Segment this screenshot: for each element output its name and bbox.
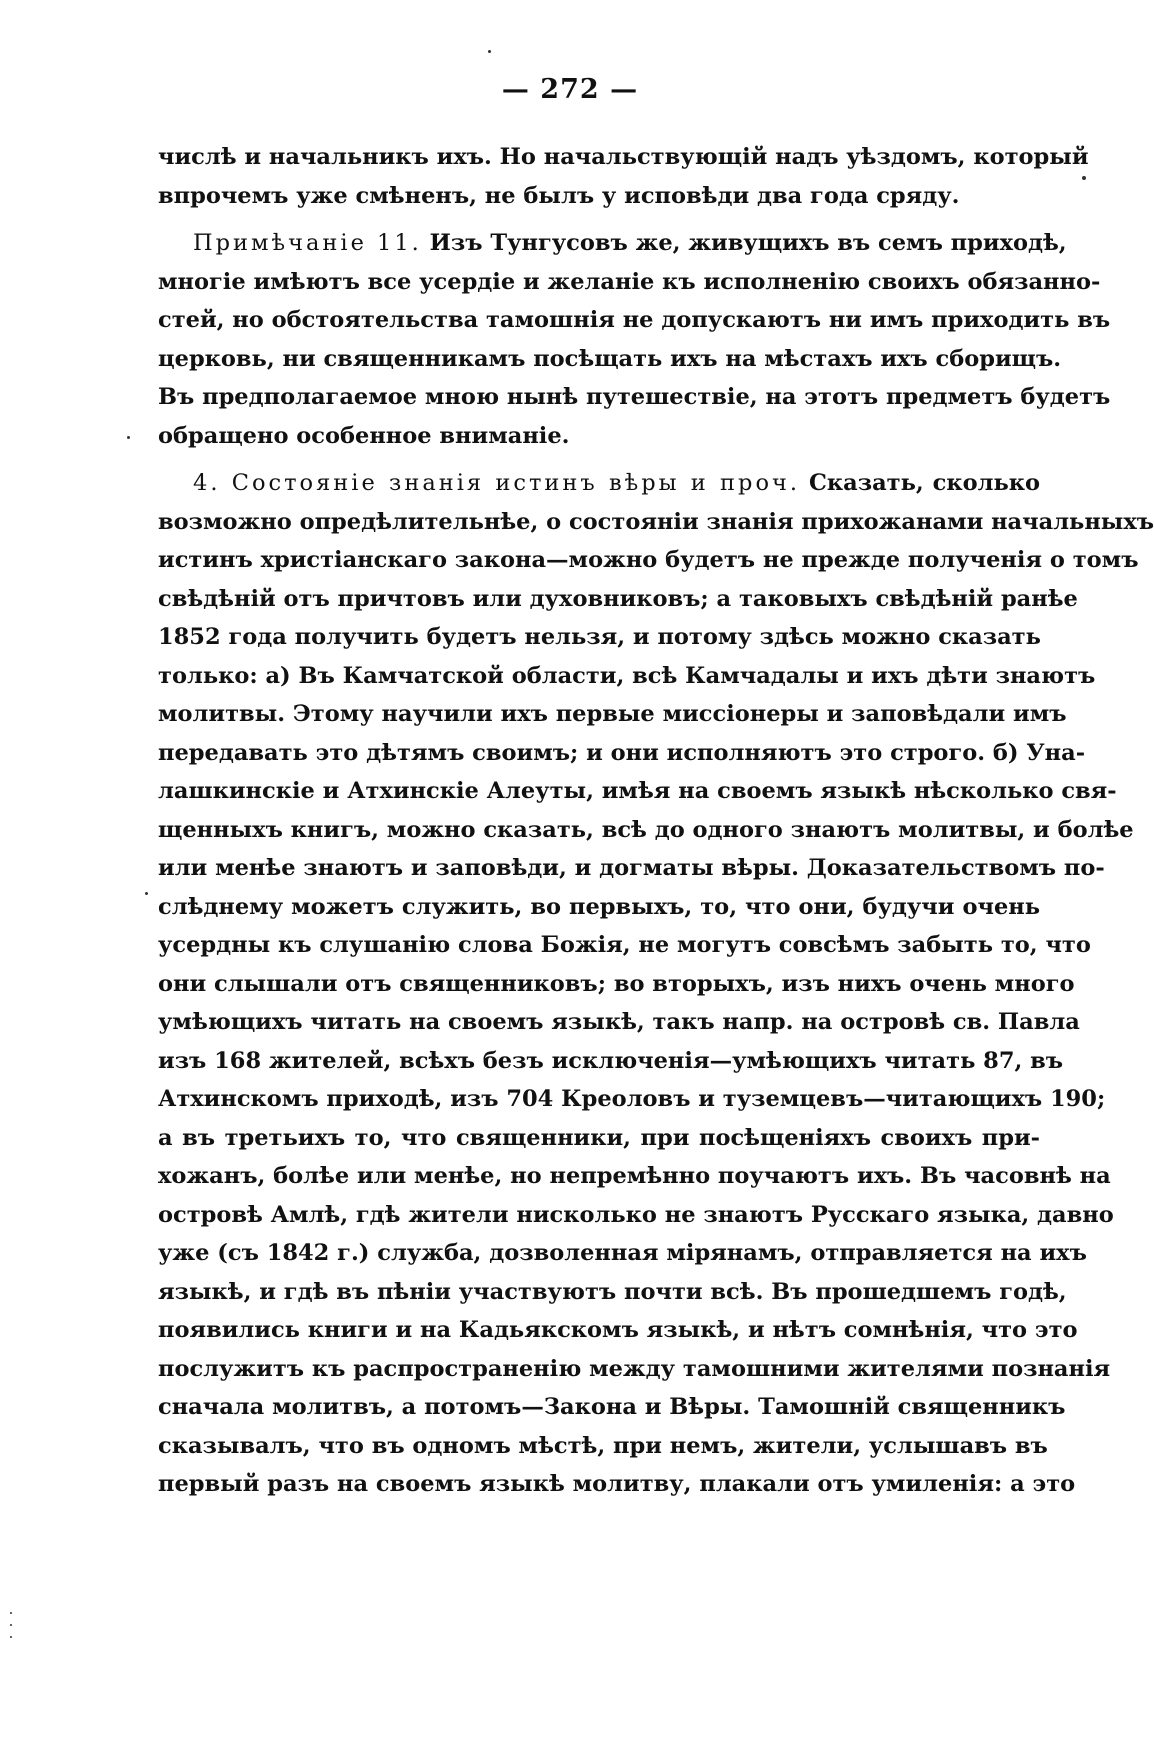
text-line: Въ предполагаемое мною нынѣ путешествіе, на этотъ предметъ будетъ <box>158 384 1111 410</box>
section-heading: 4. Состояніе знанія истинъ вѣры и проч. <box>193 470 801 496</box>
text-line: 1852 года получить будетъ нельзя, и потому здѣсь можно сказать <box>158 624 1041 650</box>
note-heading: Примѣчаніе 11. <box>193 230 422 256</box>
scan-speck <box>1082 176 1086 180</box>
text-line: только: а) Въ Камчатской области, всѣ Камчадалы и ихъ дѣти знаютъ <box>158 662 1096 689</box>
text-line: уже (съ 1842 г.) служба, дозволенная мірянамъ, отправляется на ихъ <box>158 1240 1087 1266</box>
text-line: послужитъ къ распространенію между тамошними жителями познанія <box>158 1355 1111 1382</box>
body-text <box>158 138 1154 1504</box>
text-line: первый разъ на своемъ языкѣ молитву, плакали отъ умиленія: а это <box>158 1471 1076 1497</box>
text-line: усердны къ слушанію слова Божія, не могутъ совсѣмъ забыть то, что <box>158 932 1091 958</box>
text-line: лашкинскіе и Атхинскіе Алеуты, имѣя на своемъ языкѣ нѣсколько свя- <box>158 778 1117 804</box>
text-line: появились книги и на Кадьякскомъ языкѣ, и нѣтъ сомнѣнія, что это <box>158 1317 1078 1343</box>
text-line: свѣдѣній отъ причтовъ или духовниковъ; а таковыхъ свѣдѣній ранѣе <box>158 585 1078 612</box>
scan-speck <box>10 1624 12 1626</box>
section-first-line <box>158 464 1040 503</box>
text-line: островѣ Амлѣ, гдѣ жители нисколько не знаютъ Русскаго языка, давно <box>158 1201 1114 1228</box>
scan-speck <box>488 50 491 53</box>
text-fragment: Сказать, сколько <box>800 470 1040 496</box>
text-line: обращено особенное вниманіе. <box>158 422 570 449</box>
scan-speck <box>145 892 148 895</box>
text-line: хожанъ, болѣе или менѣе, но непремѣнно поучаютъ ихъ. Въ часовнѣ на <box>158 1163 1111 1189</box>
text-line: Атхинскомъ приходѣ, изъ 704 Креоловъ и туземцевъ—читающихъ 190; <box>158 1086 1106 1112</box>
text-line: слѣднему можетъ служить, во первыхъ, то, что они, будучи очень <box>158 893 1040 920</box>
text-line: а въ третьихъ то, что священники, при посѣщеніяхъ своихъ при- <box>158 1124 1040 1151</box>
text-line: возможно опредѣлительнѣе, о состояніи знанія прихожанами начальныхъ <box>158 508 1154 535</box>
text-line: сначала молитвъ, а потомъ—Закона и Вѣры. Тамошній священникъ <box>158 1394 1066 1420</box>
text-line: стей, но обстоятельства тамошнія не допускаютъ ни имъ приходить въ <box>158 307 1111 333</box>
note-first-line <box>158 224 1067 263</box>
text-line: изъ 168 жителей, всѣхъ безъ исключенія—умѣющихъ читать 87, въ <box>158 1047 1064 1074</box>
text-line: многіе имѣютъ все усердіе и желаніе къ исполненію своихъ обязанно- <box>158 268 1101 295</box>
text-line: передавать это дѣтямъ своимъ; и они исполняютъ это строго. б) Уна- <box>158 739 1086 766</box>
page-number: — 272 — <box>501 74 639 105</box>
text-line: числѣ и начальникъ ихъ. Но начальствующій надъ уѣздомъ, который <box>158 144 1089 170</box>
text-line: церковь, ни священникамъ посѣщать ихъ на мѣстахъ ихъ сборищъ. <box>158 345 1062 372</box>
text-line: впрочемъ уже смѣненъ, не былъ у исповѣди два года сряду. <box>158 182 960 209</box>
scan-speck <box>10 1636 12 1638</box>
text-line: щенныхъ книгъ, можно сказать, всѣ до одного знаютъ молитвы, и болѣе <box>158 816 1134 843</box>
text-fragment: Изъ Тунгусовъ же, живущихъ въ семъ приходѣ, <box>421 230 1067 256</box>
scan-speck <box>127 436 130 439</box>
scan-speck <box>10 1612 12 1614</box>
text-line: истинъ христіанскаго закона—можно будетъ не прежде полученія о томъ <box>158 547 1139 573</box>
text-line: они слышали отъ священниковъ; во вторыхъ, изъ нихъ очень много <box>158 970 1075 997</box>
text-line: умѣющихъ читать на своемъ языкѣ, такъ напр. на островѣ св. Павла <box>158 1009 1080 1035</box>
text-line: сказывалъ, что въ одномъ мѣстѣ, при немъ, жители, услышавъ въ <box>158 1432 1048 1459</box>
text-line: или менѣе знаютъ и заповѣди, и догматы вѣры. Доказательствомъ по- <box>158 855 1105 881</box>
text-line: языкѣ, и гдѣ въ пѣніи участвуютъ почти всѣ. Въ прошедшемъ годѣ, <box>158 1278 1067 1305</box>
text-line: молитвы. Этому научили ихъ первые миссіонеры и заповѣдали имъ <box>158 701 1067 727</box>
